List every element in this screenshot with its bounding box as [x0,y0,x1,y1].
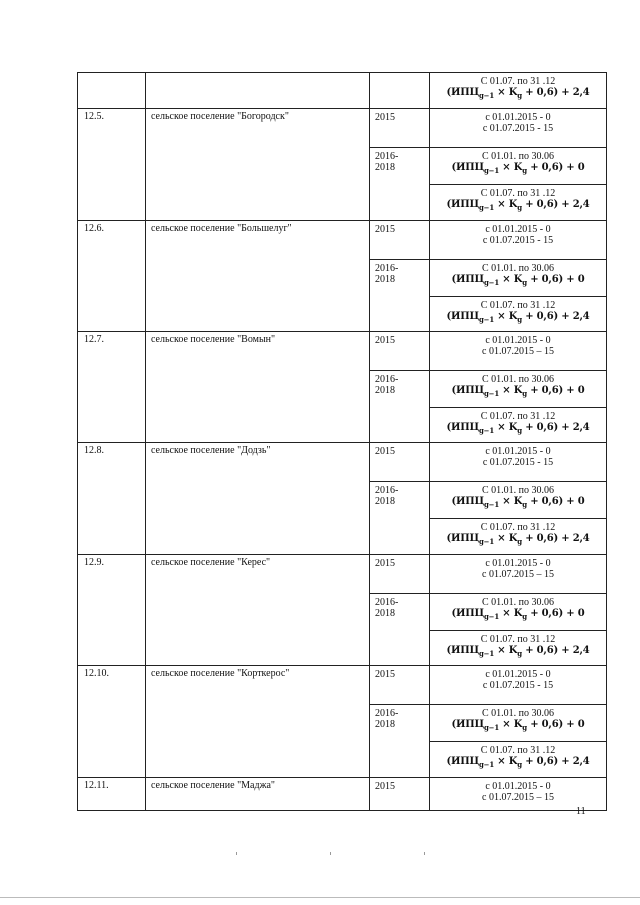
value-cell [430,594,607,631]
year-cell: 2015 [370,443,430,482]
year-cell: 2015 [370,332,430,371]
value-line: с 01.07.2015 – 15 [482,346,554,357]
scan-edge [0,897,640,898]
value-cell [430,555,607,594]
settlement-number: 12.11. [78,778,146,811]
settlement-name: сельское поселение "Вомын" [146,332,370,443]
table-row [78,221,607,260]
value-line: с 01.01.2015 - 0 [485,224,551,235]
settlement-name: сельское поселение "Корткерос" [146,666,370,778]
settlement-number: 12.5. [78,109,146,221]
formula: $(ИПЦ_{g-1} \times K_g + 0,6) + 0$ [451,496,585,509]
settlement-name: сельское поселение "Большелуг" [146,221,370,332]
value-cell [430,297,607,332]
period-label: С 01.07. по 31 .12 [480,522,556,533]
year-cell: 2015 [370,555,430,594]
formula: $(ИПЦ_{g-1} \times K_g + 0,6) + 2,4$ [446,533,590,546]
value-cell [430,666,607,705]
period-label: С 01.01. по 30.06 [481,263,555,274]
settlement-number: 12.9. [78,555,146,666]
value-line: с 01.07.2015 – 15 [482,792,554,803]
formula: $(ИПЦ_{g-1} \times K_g + 0,6) + 2,4$ [446,422,590,435]
value-line: с 01.01.2015 - 0 [485,112,551,123]
year-cell: 2015 [370,666,430,705]
table-row [78,73,607,109]
value-line: с 01.01.2015 - 0 [485,558,551,569]
year-range-cell: 2016- 2018 [370,594,430,666]
year-range-cell: 2016- 2018 [370,705,430,778]
period-label: С 01.07. по 31 .12 [480,745,556,756]
formula: $(ИПЦ_{g-1} \times K_g + 0,6) + 2,4$ [446,645,590,658]
settlement-number: 12.8. [78,443,146,555]
num-cell [78,73,146,109]
value-cell [430,221,607,260]
value-line: с 01.01.2015 - 0 [485,669,551,680]
period-label: С 01.07. по 31 .12 [480,411,556,422]
formula: $(ИПЦ_{g-1} \times K_g + 0,6) + 2,4$ [446,311,590,324]
value-cell [430,742,607,778]
table-row [78,778,607,811]
settlement-name: сельское поселение "Додзь" [146,443,370,555]
year-range-cell: 2016- 2018 [370,148,430,221]
scan-mark [236,852,237,855]
formula: $(ИПЦ_{g-1} \times K_g + 0,6) + 0$ [451,385,585,398]
settlement-number: 12.7. [78,332,146,443]
value-line: с 01.01.2015 - 0 [485,781,551,792]
value-line: с 01.07.2015 – 15 [482,569,554,580]
formula: $(ИПЦ_{g-1} \times K_g + 0,6) + 2,4$ [446,756,590,769]
settlement-name: сельское поселение "Богородск" [146,109,370,221]
table-row [78,443,607,482]
year-cell: 2015 [370,109,430,148]
year-cell: 2015 [370,221,430,260]
year-cell: 2015 [370,778,430,811]
formula: $(ИПЦ_{g-1} \times K_g + 0,6) + 0$ [451,274,585,287]
formula: $(ИПЦ_{g-1} \times K_g + 0,6) + 0$ [451,162,585,175]
value-cell [430,73,607,109]
settlement-name: сельское поселение "Керес" [146,555,370,666]
value-line: с 01.01.2015 - 0 [485,335,551,346]
value-cell [430,148,607,185]
value-line: с 01.07.2015 - 15 [482,123,554,134]
scan-mark [424,852,425,855]
period-label: С 01.07. по 31 .12 [480,634,556,645]
value-line: с 01.07.2015 - 15 [482,235,554,246]
value-cell [430,332,607,371]
value-cell [430,109,607,148]
value-line: с 01.07.2015 - 15 [482,680,554,691]
value-cell [430,371,607,408]
value-cell [430,185,607,221]
value-cell [430,519,607,555]
value-line: с 01.01.2015 - 0 [485,446,551,457]
period-label: С 01.07. по 31 .12 [480,76,556,87]
value-cell [430,408,607,443]
period-label: С 01.01. по 30.06 [481,485,555,496]
settlement-number: 12.6. [78,221,146,332]
period-label: С 01.01. по 30.06 [481,708,555,719]
table-row [78,555,607,594]
year-range-cell: 2016- 2018 [370,260,430,332]
period-label: С 01.01. по 30.06 [481,597,555,608]
value-line: с 01.07.2015 - 15 [482,457,554,468]
value-cell [430,705,607,742]
table-row [78,109,607,148]
settlement-number: 12.10. [78,666,146,778]
value-cell [430,443,607,482]
value-cell [430,482,607,519]
formula: $(ИПЦ_{g-1} \times K_g + 0,6) + 2,4$ [446,199,590,212]
formula: $(ИПЦ_{g-1} \times K_g + 0,6) + 0$ [451,719,585,732]
settlement-name: сельское поселение "Маджа" [146,778,370,811]
period-label: С 01.01. по 30.06 [481,374,555,385]
table-row [78,332,607,371]
year-range-cell: 2016- 2018 [370,482,430,555]
period-label: С 01.07. по 31 .12 [480,188,556,199]
page-number: 11 [576,806,586,817]
formula: $(ИПЦ_{g-1} \times K_g + 0,6) + 0$ [451,608,585,621]
period-label: С 01.01. по 30.06 [481,151,555,162]
value-cell [430,260,607,297]
formula: $(ИПЦ_{g-1} \times K_g + 0,6) + 2,4$ [446,87,590,100]
scan-mark [330,852,331,855]
tariff-table [77,72,607,811]
year-range-cell: 2016- 2018 [370,371,430,443]
value-cell [430,631,607,666]
table-row [78,666,607,705]
year-cell [370,73,430,109]
name-cell [146,73,370,109]
period-label: С 01.07. по 31 .12 [480,300,556,311]
